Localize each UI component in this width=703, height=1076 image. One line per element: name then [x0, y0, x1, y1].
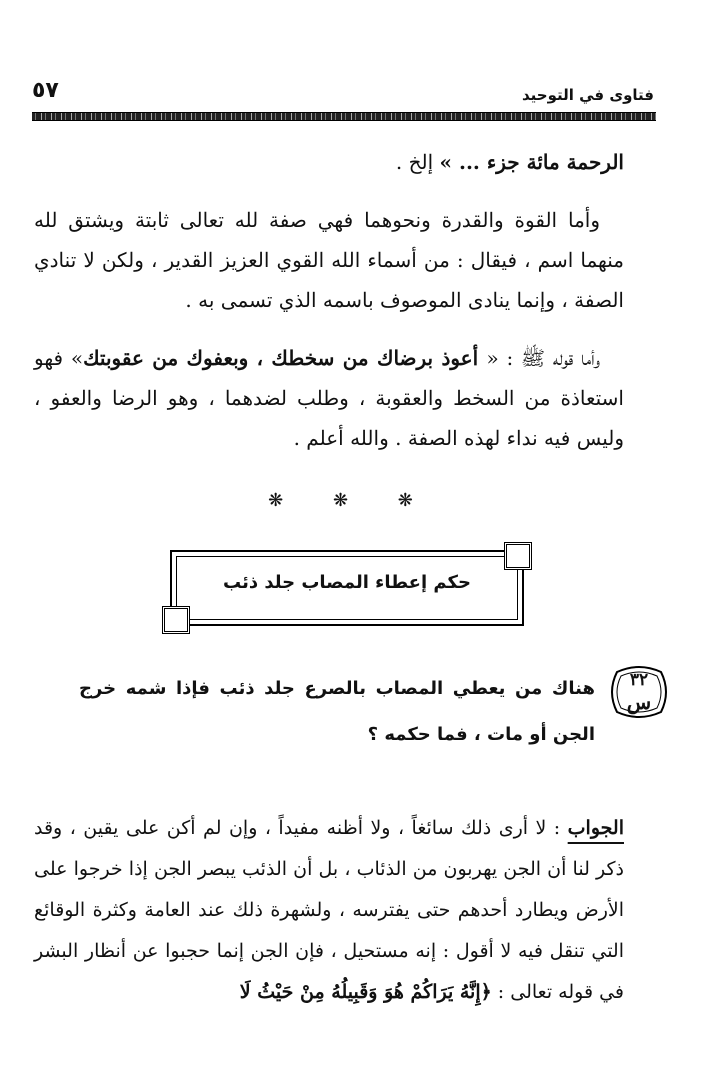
quran-verse: ﴿إِنَّهُ يَرَاكُمْ هُوَ وَقَبِيلُهُ مِنْ حَيْثُ لَا	[239, 981, 492, 1003]
header-rule	[32, 112, 656, 121]
hadith-quote: أعوذ برضاك من سخطك ، وبعفوك من عقوبتك	[83, 346, 487, 370]
hadith-fragment: الرحمة مائة جزء ... »	[439, 150, 624, 174]
paragraph-1	[34, 142, 624, 182]
page-header	[32, 78, 654, 108]
ornament-corner-icon	[162, 606, 190, 634]
paragraph-1-rest: إلخ .	[395, 150, 440, 174]
question-badge	[609, 664, 669, 720]
section-separator: ❋ ❋ ❋	[268, 490, 435, 511]
question-number: ٣٢	[629, 670, 649, 690]
answer-label: الجواب	[567, 817, 624, 839]
question-label: س	[626, 690, 652, 714]
section-title: حكم إعطاء المصاب جلد ذئب	[223, 572, 471, 593]
answer-paragraph	[34, 808, 624, 1013]
ornament-corner-icon	[504, 542, 532, 570]
paragraph-3-intro: وأما قوله ﷺ : «	[486, 346, 601, 370]
paragraph-3	[34, 338, 624, 458]
section-title-frame	[162, 542, 532, 634]
paragraph-3-rest: » فهو استعاذة من السخط والعقوبة ، وطلب لضدهما ، وهو الرضا والعفو ، وليس فيه نداء لهذه الصفة . والله أعلم .	[34, 346, 624, 450]
page-number: ٥٧	[32, 78, 59, 103]
answer-text: : لا أرى ذلك سائغاً ، ولا أظنه مفيداً ، وإن لم أكن على يقين ، وقد ذكر لنا أن الجن يهربون من الذئاب ، بل أن الذئب يبصر الجن إذا خرجوا على الأرض ويطارد أحدهم حتى يفترسه ، ولشهرة ذلك عند العامة وكثرة الوقائع التي تنقل فيه لا أقول : إنه مستحيل ، فإن الجن إنما حجبوا عن أنظار البشر في قوله تعالى :	[34, 817, 624, 1003]
paragraph-2: وأما القوة والقدرة ونحوهما فهي صفة لله تعالى ثابتة ويشتق لله منهما اسم ، فيقال : من أسماء الله القوي العزيز القدير ، ولكن لا تنادي الصفة ، وإنما ينادى الموصوف باسمه الذي تسمى به .	[34, 208, 624, 312]
question-text: هناك من يعطي المصاب بالصرع جلد ذئب فإذا شمه خرج الجن أو مات ، فما حكمه ؟	[79, 678, 595, 745]
running-title: فتاوى في التوحيد	[522, 86, 654, 104]
